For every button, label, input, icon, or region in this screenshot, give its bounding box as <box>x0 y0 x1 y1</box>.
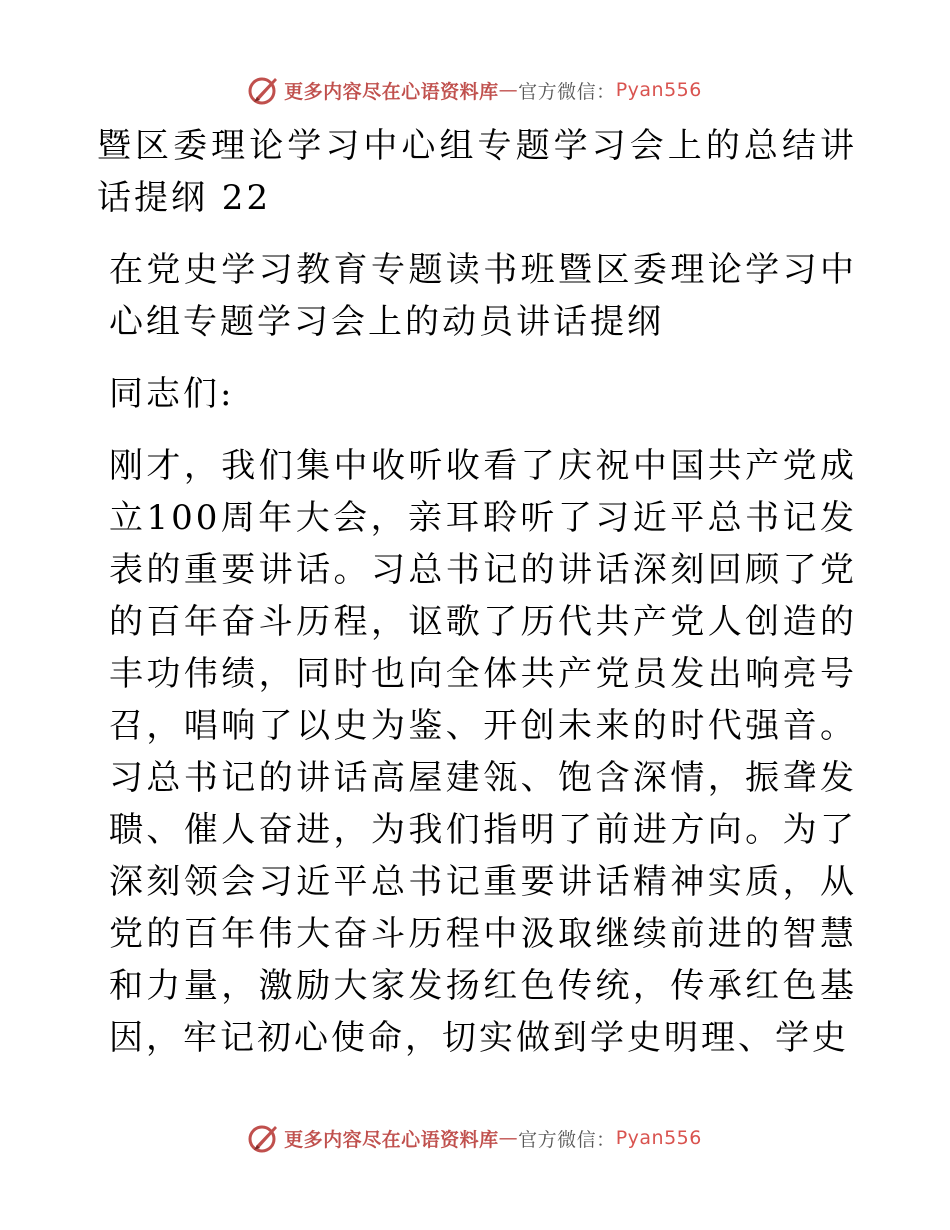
watermark-library-text: 更多内容尽在心语资料库 <box>284 80 499 103</box>
watermark-wechat-label: 官方微信： <box>518 80 616 103</box>
document-salutation: 同志们: <box>109 374 235 414</box>
watermark-wechat-id: Pyan556 <box>615 79 702 101</box>
document-heading: 在党史学习教育专题读书班暨区委理论学习中心组专题学习会上的动员讲话提纲 <box>109 250 857 342</box>
document-title-line: 暨区委理论学习中心组专题学习会上的总结讲话提纲 22 <box>97 126 857 218</box>
watermark-footer <box>0 1118 950 1158</box>
document-content <box>97 120 857 1064</box>
watermark-wechat-label: 官方微信： <box>518 1128 616 1151</box>
watermark-library-text: 更多内容尽在心语资料库 <box>284 1128 499 1151</box>
watermark-dash: — <box>498 79 519 101</box>
red-quill-pen-icon <box>248 1122 280 1154</box>
red-quill-pen-icon <box>248 74 280 106</box>
watermark-wechat-id: Pyan556 <box>615 1127 702 1149</box>
watermark-header <box>0 70 950 110</box>
watermark-dash: — <box>498 1127 519 1149</box>
document-body: 刚才，我们集中收听收看了庆祝中国共产党成立100周年大会，亲耳聆听了习近平总书记发表的重要讲话。习总书记的讲话深刻回顾了党的百年奋斗历程，讴歌了历代共产党人创造的丰功伟绩，同时也向全体共产党员发出响亮号召，唱响了以史为鉴、开创未来的时代强音。习总书记的讲话高屋建瓴、饱含深情，振聋发聩、催人奋进，为我们指明了前进方向。为了深刻领会习近平总书记重要讲话精神实质，从党的百年伟大奋斗历程中汲取继续前进的智慧和力量，激励大家发扬红色传统，传承红色基因，牢记初心使命，切实做到学史明理、学史 <box>109 446 857 1058</box>
